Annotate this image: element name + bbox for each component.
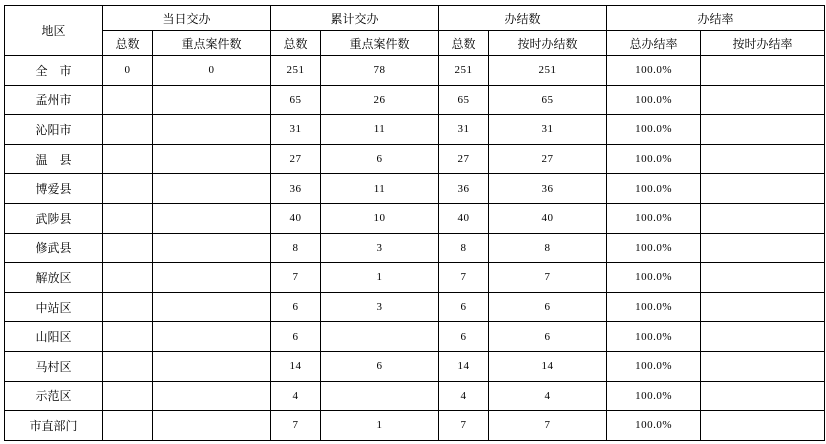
value-cell-rate-total: 100.0% bbox=[607, 381, 701, 411]
value-cell-cum-total: 14 bbox=[271, 351, 321, 381]
value-cell-done-ontime: 6 bbox=[489, 322, 607, 352]
value-cell-cum-total: 4 bbox=[271, 381, 321, 411]
value-cell-rate-total: 100.0% bbox=[607, 144, 701, 174]
value-cell-day-total: 0 bbox=[103, 56, 153, 86]
value-cell-done-ontime: 251 bbox=[489, 56, 607, 86]
value-cell-day-key bbox=[153, 411, 271, 441]
value-cell-done-total: 65 bbox=[439, 85, 489, 115]
value-cell-done-total: 4 bbox=[439, 381, 489, 411]
table-row bbox=[5, 381, 825, 411]
value-cell-day-key bbox=[153, 85, 271, 115]
sub-header: 重点案件数 bbox=[321, 31, 439, 56]
value-cell-done-total: 6 bbox=[439, 292, 489, 322]
value-cell-rate-total: 100.0% bbox=[607, 56, 701, 86]
sub-header: 总数 bbox=[439, 31, 489, 56]
value-cell-cum-key: 1 bbox=[321, 411, 439, 441]
table-row bbox=[5, 351, 825, 381]
value-cell-cum-key: 11 bbox=[321, 174, 439, 204]
value-cell-rate-total: 100.0% bbox=[607, 411, 701, 441]
table-row bbox=[5, 322, 825, 352]
region-cell: 博爱县 bbox=[5, 174, 103, 204]
value-cell-day-total bbox=[103, 292, 153, 322]
table-row bbox=[5, 292, 825, 322]
value-cell-done-ontime: 31 bbox=[489, 115, 607, 145]
value-cell-rate-total: 100.0% bbox=[607, 263, 701, 293]
value-cell-done-ontime: 40 bbox=[489, 203, 607, 233]
sub-header: 总数 bbox=[103, 31, 153, 56]
value-cell-done-total: 7 bbox=[439, 411, 489, 441]
value-cell-cum-key: 11 bbox=[321, 115, 439, 145]
value-cell-cum-total: 40 bbox=[271, 203, 321, 233]
value-cell-done-ontime: 6 bbox=[489, 292, 607, 322]
header-row-groups bbox=[5, 6, 825, 31]
table-row bbox=[5, 174, 825, 204]
value-cell-cum-total: 6 bbox=[271, 322, 321, 352]
value-cell-done-ontime: 7 bbox=[489, 263, 607, 293]
value-cell-done-total: 14 bbox=[439, 351, 489, 381]
value-cell-done-ontime: 65 bbox=[489, 85, 607, 115]
table-row bbox=[5, 56, 825, 86]
sub-header: 总办结率 bbox=[607, 31, 701, 56]
value-cell-day-key bbox=[153, 144, 271, 174]
sub-header: 按时办结率 bbox=[701, 31, 825, 56]
value-cell-rate-ontime bbox=[701, 174, 825, 204]
group-header-completed: 办结数 bbox=[439, 6, 607, 31]
value-cell-done-ontime: 36 bbox=[489, 174, 607, 204]
value-cell-day-total bbox=[103, 233, 153, 263]
value-cell-cum-total: 65 bbox=[271, 85, 321, 115]
value-cell-rate-ontime bbox=[701, 233, 825, 263]
value-cell-cum-key: 1 bbox=[321, 263, 439, 293]
region-cell: 沁阳市 bbox=[5, 115, 103, 145]
region-cell: 中站区 bbox=[5, 292, 103, 322]
region-cell: 马村区 bbox=[5, 351, 103, 381]
value-cell-done-total: 31 bbox=[439, 115, 489, 145]
value-cell-rate-total: 100.0% bbox=[607, 233, 701, 263]
value-cell-day-total bbox=[103, 144, 153, 174]
region-cell: 解放区 bbox=[5, 263, 103, 293]
value-cell-cum-key: 6 bbox=[321, 144, 439, 174]
case-statistics-table bbox=[4, 5, 825, 441]
value-cell-day-total bbox=[103, 115, 153, 145]
table-row bbox=[5, 115, 825, 145]
value-cell-rate-total: 100.0% bbox=[607, 322, 701, 352]
value-cell-day-key bbox=[153, 322, 271, 352]
value-cell-cum-key: 26 bbox=[321, 85, 439, 115]
value-cell-day-key bbox=[153, 263, 271, 293]
value-cell-cum-total: 7 bbox=[271, 411, 321, 441]
value-cell-day-key bbox=[153, 203, 271, 233]
region-cell: 全 市 bbox=[5, 56, 103, 86]
group-header-daily-assigned: 当日交办 bbox=[103, 6, 271, 31]
value-cell-rate-total: 100.0% bbox=[607, 203, 701, 233]
region-cell: 武陟县 bbox=[5, 203, 103, 233]
value-cell-day-key bbox=[153, 381, 271, 411]
value-cell-rate-ontime bbox=[701, 322, 825, 352]
value-cell-rate-ontime bbox=[701, 351, 825, 381]
value-cell-rate-ontime bbox=[701, 56, 825, 86]
value-cell-day-key bbox=[153, 115, 271, 145]
group-header-completion-rate: 办结率 bbox=[607, 6, 825, 31]
value-cell-cum-total: 31 bbox=[271, 115, 321, 145]
value-cell-rate-ontime bbox=[701, 144, 825, 174]
table-row bbox=[5, 85, 825, 115]
value-cell-rate-ontime bbox=[701, 263, 825, 293]
value-cell-done-ontime: 14 bbox=[489, 351, 607, 381]
value-cell-cum-key bbox=[321, 322, 439, 352]
region-cell: 修武县 bbox=[5, 233, 103, 263]
value-cell-day-key bbox=[153, 351, 271, 381]
header-row-sub bbox=[5, 31, 825, 56]
value-cell-rate-total: 100.0% bbox=[607, 174, 701, 204]
value-cell-day-key: 0 bbox=[153, 56, 271, 86]
value-cell-done-total: 6 bbox=[439, 322, 489, 352]
table-row bbox=[5, 233, 825, 263]
value-cell-cum-key: 6 bbox=[321, 351, 439, 381]
group-header-cumulative-assigned: 累计交办 bbox=[271, 6, 439, 31]
table-row bbox=[5, 263, 825, 293]
value-cell-rate-ontime bbox=[701, 115, 825, 145]
sub-header: 按时办结数 bbox=[489, 31, 607, 56]
region-cell: 山阳区 bbox=[5, 322, 103, 352]
value-cell-cum-total: 27 bbox=[271, 144, 321, 174]
value-cell-rate-ontime bbox=[701, 292, 825, 322]
sub-header: 重点案件数 bbox=[153, 31, 271, 56]
value-cell-done-total: 36 bbox=[439, 174, 489, 204]
value-cell-rate-ontime bbox=[701, 381, 825, 411]
value-cell-done-total: 7 bbox=[439, 263, 489, 293]
value-cell-done-total: 40 bbox=[439, 203, 489, 233]
value-cell-done-total: 8 bbox=[439, 233, 489, 263]
value-cell-done-ontime: 8 bbox=[489, 233, 607, 263]
value-cell-cum-total: 7 bbox=[271, 263, 321, 293]
value-cell-done-total: 27 bbox=[439, 144, 489, 174]
region-cell: 市直部门 bbox=[5, 411, 103, 441]
value-cell-rate-total: 100.0% bbox=[607, 85, 701, 115]
value-cell-rate-ontime bbox=[701, 85, 825, 115]
value-cell-day-total bbox=[103, 411, 153, 441]
value-cell-cum-key: 3 bbox=[321, 233, 439, 263]
value-cell-day-key bbox=[153, 174, 271, 204]
value-cell-done-ontime: 27 bbox=[489, 144, 607, 174]
value-cell-rate-total: 100.0% bbox=[607, 115, 701, 145]
value-cell-rate-ontime bbox=[701, 411, 825, 441]
region-header: 地区 bbox=[5, 6, 103, 56]
value-cell-done-ontime: 7 bbox=[489, 411, 607, 441]
value-cell-day-total bbox=[103, 174, 153, 204]
value-cell-cum-total: 6 bbox=[271, 292, 321, 322]
value-cell-rate-total: 100.0% bbox=[607, 292, 701, 322]
value-cell-cum-key: 78 bbox=[321, 56, 439, 86]
value-cell-cum-key bbox=[321, 381, 439, 411]
value-cell-day-total bbox=[103, 322, 153, 352]
value-cell-done-ontime: 4 bbox=[489, 381, 607, 411]
value-cell-cum-total: 251 bbox=[271, 56, 321, 86]
region-cell: 孟州市 bbox=[5, 85, 103, 115]
table-row bbox=[5, 203, 825, 233]
value-cell-day-total bbox=[103, 203, 153, 233]
value-cell-cum-key: 10 bbox=[321, 203, 439, 233]
sub-header: 总数 bbox=[271, 31, 321, 56]
region-cell: 温 县 bbox=[5, 144, 103, 174]
value-cell-cum-total: 36 bbox=[271, 174, 321, 204]
region-cell: 示范区 bbox=[5, 381, 103, 411]
value-cell-cum-key: 3 bbox=[321, 292, 439, 322]
value-cell-done-total: 251 bbox=[439, 56, 489, 86]
value-cell-day-key bbox=[153, 233, 271, 263]
value-cell-rate-ontime bbox=[701, 203, 825, 233]
value-cell-day-total bbox=[103, 381, 153, 411]
value-cell-rate-total: 100.0% bbox=[607, 351, 701, 381]
table-row bbox=[5, 144, 825, 174]
value-cell-day-total bbox=[103, 351, 153, 381]
table-body bbox=[5, 56, 825, 441]
value-cell-day-key bbox=[153, 292, 271, 322]
table-row bbox=[5, 411, 825, 441]
value-cell-cum-total: 8 bbox=[271, 233, 321, 263]
value-cell-day-total bbox=[103, 85, 153, 115]
value-cell-day-total bbox=[103, 263, 153, 293]
